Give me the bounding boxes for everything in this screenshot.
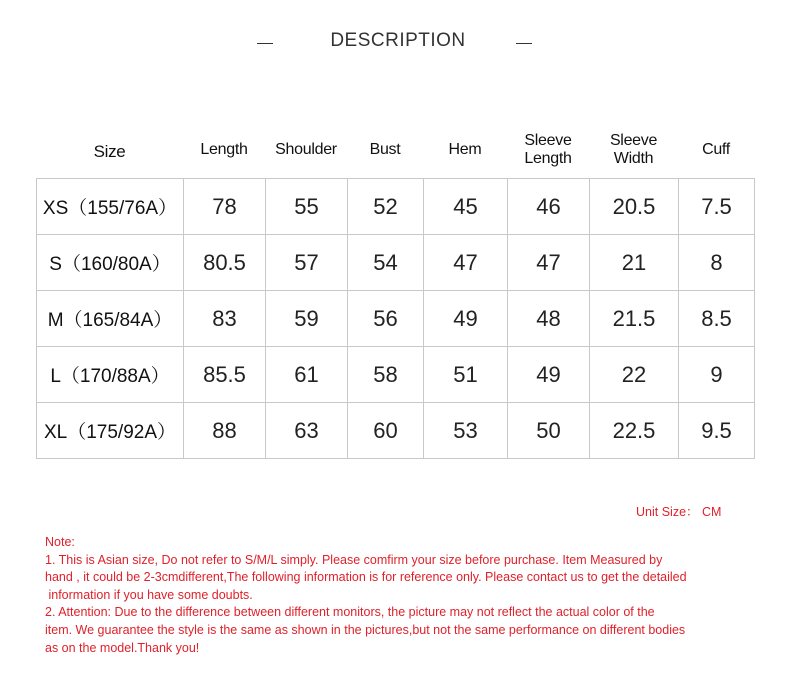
size-cell: L（170/88A） (37, 347, 184, 403)
sleeve-length-cell: 47 (508, 235, 590, 291)
shoulder-cell: 55 (266, 179, 348, 235)
sleeve-length-cell: 49 (508, 347, 590, 403)
header-sleeve-width: Sleeve Width (609, 132, 658, 167)
table-row (37, 235, 755, 291)
table-row (37, 347, 755, 403)
shoulder-cell: 57 (266, 235, 348, 291)
cuff-cell: 8 (679, 235, 755, 291)
length-cell: 88 (184, 403, 266, 459)
shoulder-cell: 63 (266, 403, 348, 459)
unit-size-label: Unit Size： CM (636, 505, 722, 519)
size-cell: S（160/80A） (37, 235, 184, 291)
table-row (37, 179, 755, 235)
sleeve-width-cell: 22 (590, 347, 679, 403)
hem-cell: 53 (424, 403, 508, 459)
sleeve-width-cell: 21 (590, 235, 679, 291)
title-dash-right (516, 43, 532, 44)
note-item-2: 2. Attention: Due to the difference between different monitors, the picture may not reflect the actual color of the item. We guarantee the style is the same as shown in the pictures,but not the same performance on different bodies as on the model.Thank you! (45, 605, 686, 655)
sleeve-length-cell: 48 (508, 291, 590, 347)
sleeve-width-cell: 21.5 (590, 291, 679, 347)
cuff-cell: 8.5 (679, 291, 755, 347)
length-cell: 85.5 (184, 347, 266, 403)
title-row (0, 30, 790, 56)
header-shoulder: Shoulder (275, 141, 337, 158)
table-row (37, 291, 755, 347)
page-title: DESCRIPTION (330, 30, 466, 51)
notes (45, 534, 755, 657)
title-dash-left (257, 43, 273, 44)
note-item-1: 1. This is Asian size, Do not refer to S/M/L simply. Please comfirm your size before purchase. Item Measured by hand , it could be 2-3cmdifferent,The following information is for reference only. Please contact us to get the detailed information if you have some doubts. (45, 552, 687, 602)
header-hem: Hem (448, 141, 482, 158)
header-size: Size (93, 142, 126, 161)
bust-cell: 60 (348, 403, 424, 459)
size-cell: XL（175/92A） (37, 403, 184, 459)
length-cell: 80.5 (184, 235, 266, 291)
shoulder-cell: 59 (266, 291, 348, 347)
header-bust: Bust (369, 141, 401, 158)
hem-cell: 45 (424, 179, 508, 235)
bust-cell: 56 (348, 291, 424, 347)
bust-cell: 54 (348, 235, 424, 291)
shoulder-cell: 61 (266, 347, 348, 403)
size-table (36, 178, 755, 459)
length-cell: 78 (184, 179, 266, 235)
sleeve-width-cell: 22.5 (590, 403, 679, 459)
header-length: Length (200, 141, 248, 158)
table-row (37, 403, 755, 459)
header-sleeve-length: Sleeve Length (524, 132, 572, 167)
cuff-cell: 9 (679, 347, 755, 403)
cuff-cell: 9.5 (679, 403, 755, 459)
sleeve-length-cell: 46 (508, 179, 590, 235)
header-cuff: Cuff (702, 141, 730, 158)
bust-cell: 58 (348, 347, 424, 403)
size-cell: M（165/84A） (37, 291, 184, 347)
bust-cell: 52 (348, 179, 424, 235)
sleeve-length-cell: 50 (508, 403, 590, 459)
cuff-cell: 7.5 (679, 179, 755, 235)
hem-cell: 47 (424, 235, 508, 291)
hem-cell: 49 (424, 291, 508, 347)
sleeve-width-cell: 20.5 (590, 179, 679, 235)
length-cell: 83 (184, 291, 266, 347)
table-header (36, 124, 754, 176)
hem-cell: 51 (424, 347, 508, 403)
size-cell: XS（155/76A） (37, 179, 184, 235)
note-heading: Note: (45, 535, 75, 549)
